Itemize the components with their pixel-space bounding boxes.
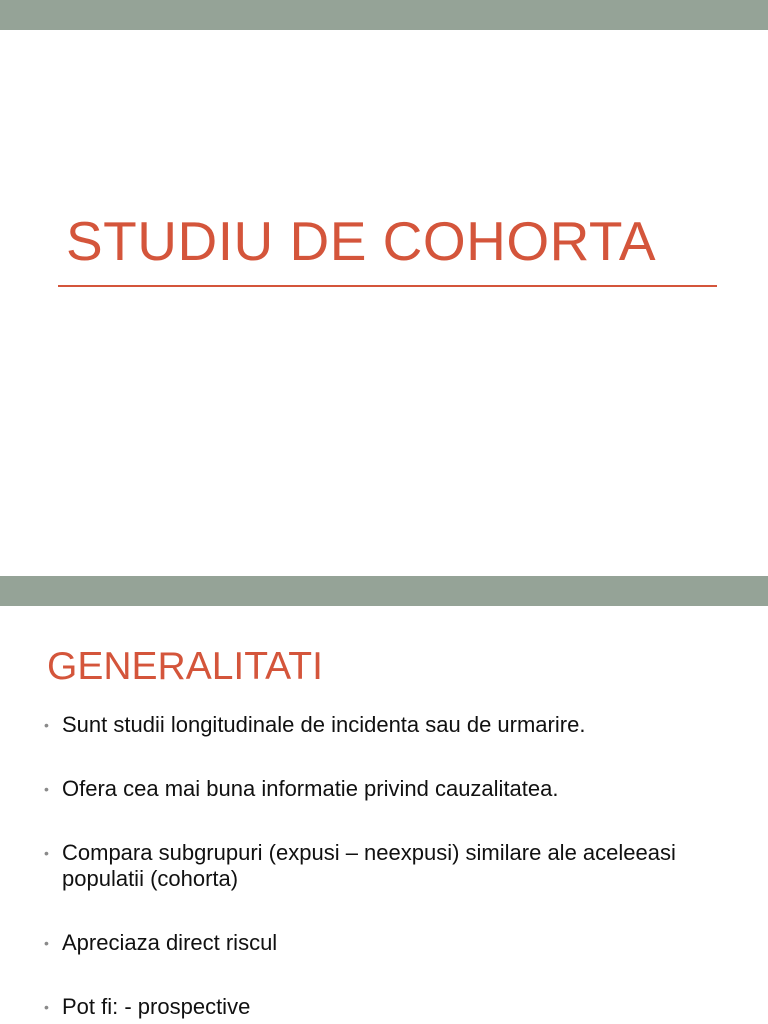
content-slide <box>0 576 768 1024</box>
title-divider <box>58 285 717 287</box>
slide-title: STUDIU DE COHORTA <box>66 210 657 272</box>
bullet-item <box>44 840 734 892</box>
slide-heading: GENERALITATI <box>47 645 323 688</box>
bullet-item <box>44 994 734 1020</box>
bullet-item <box>44 930 734 956</box>
bullet-dot-icon: • <box>44 845 49 861</box>
bullet-list <box>44 712 734 1024</box>
bullet-item <box>44 712 734 738</box>
bullet-text: Compara subgrupuri (expusi – neexpusi) similare ale aceleeasi populatii (cohorta) <box>62 840 676 891</box>
bullet-text: Ofera cea mai buna informatie privind cauzalitatea. <box>62 776 559 801</box>
bullet-dot-icon: • <box>44 781 49 797</box>
bullet-text: Sunt studii longitudinale de incidenta sau de urmarire. <box>62 712 586 737</box>
bullet-dot-icon: • <box>44 935 49 951</box>
bullet-text: Pot fi: - prospective <box>62 994 251 1019</box>
slide-top-band <box>0 576 768 606</box>
bullet-text: Apreciaza direct riscul <box>62 930 278 955</box>
slide-top-band <box>0 0 768 30</box>
bullet-dot-icon: • <box>44 717 49 733</box>
bullet-dot-icon: • <box>44 999 49 1015</box>
bullet-item <box>44 776 734 802</box>
